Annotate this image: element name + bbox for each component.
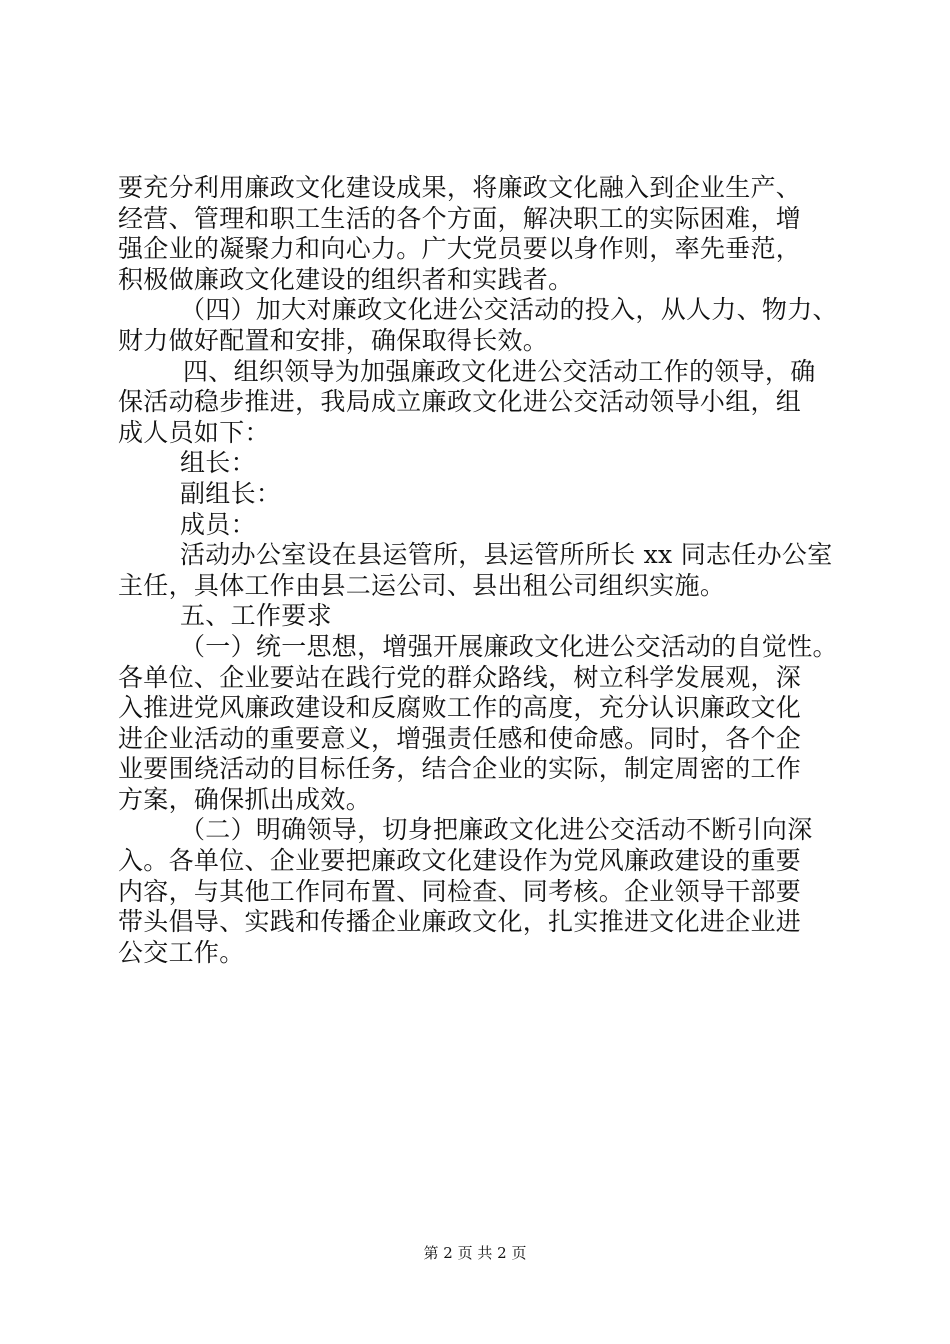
- text-line: 组长：: [180, 448, 256, 478]
- text-line: 入推进党风廉政建设和反腐败工作的高度，充分认识廉政文化: [118, 693, 802, 723]
- text-line: 业要围绕活动的目标任务，结合企业的实际，制定周密的工作: [118, 754, 802, 784]
- text-line: 内容，与其他工作同布置、同检查、同考核。企业领导干部要: [118, 876, 802, 906]
- text-line: 活动办公室设在县运管所，县运管所所长 xx 同志任办公室: [180, 540, 833, 570]
- text-line: 积极做廉政文化建设的组织者和实践者。: [118, 264, 574, 294]
- text-line: （一）统一思想，增强开展廉政文化进公交活动的自觉性。: [180, 631, 838, 661]
- text-line: （四）加大对廉政文化进公交活动的投入，从人力、物力、: [180, 295, 838, 325]
- text-line: 四、组织领导为加强廉政文化进公交活动工作的领导，确: [183, 356, 816, 386]
- page-footer: 第 2 页 共 2 页: [423, 1244, 527, 1262]
- text-line: 财力做好配置和安排，确保取得长效。: [118, 325, 549, 355]
- text-line: 方案，确保抓出成效。: [118, 784, 372, 814]
- text-line: 各单位、企业要站在践行党的群众路线，树立科学发展观，深: [118, 662, 802, 692]
- text-line: 经营、管理和职工生活的各个方面，解决职工的实际困难，增: [118, 203, 802, 233]
- text-line: 成员：: [180, 509, 256, 539]
- text-line: 公交工作。: [118, 937, 245, 967]
- text-line: 带头倡导、实践和传播企业廉政文化，扎实推进文化进企业进: [118, 907, 802, 937]
- text-line: 要充分利用廉政文化建设成果，将廉政文化融入到企业生产、: [118, 173, 802, 202]
- text-line: 成人员如下：: [118, 417, 270, 447]
- text-line: （二）明确领导，切身把廉政文化进公交活动不断引向深: [180, 815, 813, 845]
- text-line: 主任，具体工作由县二运公司、县出租公司组织实施。: [118, 570, 726, 600]
- text-line: 强企业的凝聚力和向心力。广大党员要以身作则，率先垂范，: [118, 234, 802, 264]
- text-line: 进企业活动的重要意义，增强责任感和使命感。同时，各个企: [118, 723, 802, 753]
- text-line: 五、工作要求: [180, 601, 332, 631]
- text-line: 保活动稳步推进，我局成立廉政文化进公交活动领导小组，组: [118, 387, 802, 417]
- text-line: 副组长：: [180, 478, 282, 508]
- document-body: [118, 173, 858, 968]
- text-line: 入。各单位、企业要把廉政文化建设作为党风廉政建设的重要: [118, 846, 802, 876]
